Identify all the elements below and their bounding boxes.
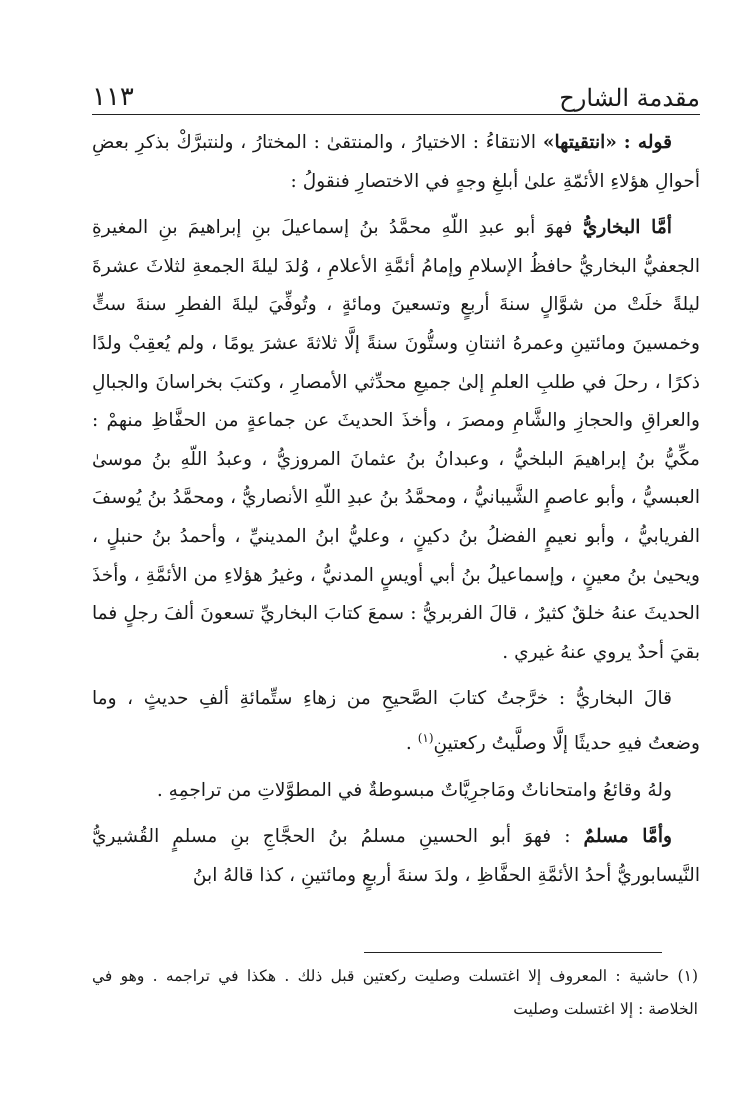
running-title: مقدمة الشارح — [559, 84, 700, 112]
paragraph-bukhari-events — [92, 772, 700, 811]
paragraph-muslim — [92, 818, 700, 895]
paragraph-text: : فهوَ أبو الحسينِ مسلمُ بنُ الحجَّاجِ بنِ مسلمٍ القُشيريُّ النَّيسابوريُّ أحدُ الأئمَّةِ الحفَّاظِ ، ولدَ سنةَ أربعٍ ومائتينِ ، كذا قالهُ ابنُ — [92, 826, 700, 886]
paragraph-end: . — [405, 733, 418, 755]
main-text — [92, 124, 700, 903]
paragraph-text: قالَ البخاريُّ : خرَّجتُ كتابَ الصَّحيحِ من زهاءِ ستِّمائةِ ألفِ حديثٍ ، وما وضعتُ فيهِ حديثًا إلَّا وصلَّيتُ ركعتينِ — [92, 688, 700, 755]
paragraph-text: فهوَ أبو عبدِ اللّهِ محمَّدُ بنُ إسماعيلَ بنِ إبراهيمَ بنِ المغيرةِ الجعفيُّ البخاريُّ حافظُ الإسلامِ وإمامُ أئمَّةِ الأعلامِ ، وُلدَ ليلةَ الجمعةِ لثلاثَ عشرةَ ليلةً خلَتْ من شوَّالٍ سنةَ أربعٍ وتسعينَ ومائةٍ ، وتُوفِّيَ ليلةَ الفطرِ سنةَ ستٍّ وخمسينَ ومائتينِ وعمرهُ اثنتانِ وستُّونَ سنةً إلَّا ثلاثةَ عشرَ يومًا ، ولم يُعقِبْ ولدًا ذكرًا ، رحلَ في طلبِ العلمِ إلىٰ جميعِ محدِّثي الأمصارِ ، وكتبَ بخراسانَ والجبالِ والعراقِ والحجازِ والشَّامِ ومصرَ ، وأخذَ الحديثَ عن جماعةٍ من الحفَّاظِ منهمْ : مكِّيُّ بنُ إبراهيمَ البلخيُّ ، وعبدانُ بنُ عثمانَ المروزيُّ ، وعبدُ اللّهِ بنُ موسىٰ العبسيُّ ، وأبو عاصمٍ الشَّيبانيُّ ، ومحمَّدُ بنُ عبدِ اللّهِ الأنصاريُّ ، ومحمَّدُ بنُ يُوسفَ الفريابيُّ ، وأبو نعيمٍ الفضلُ بنُ دكينٍ ، وعليُّ ابنُ المدينيِّ ، وأحمدُ بنُ حنبلٍ ، ويحيىٰ بنُ معينٍ ، وإسماعيلُ بنُ أبي أويسٍ المدنيُّ ، وغيرُ هؤلاءِ من الأئمَّةِ ، وأخذَ الحديثَ عنهُ خلقٌ كثيرٌ ، قالَ الفربريُّ : سمعَ كتابَ البخاريِّ تسعونَ ألفَ رجلٍ فما بقيَ أحدٌ يروي عنهُ غيري . — [92, 217, 700, 663]
paragraph-intro — [92, 124, 700, 201]
footnote-divider — [364, 952, 662, 953]
paragraph-text: الانتقاءُ : الاختيارُ ، والمنتقىٰ : المختارُ ، ولنتبرَّكْ بذكرِ بعضِ أحوالِ هؤلاءِ الأئمّةِ علىٰ أبلغِ وجهٍ في الاختصارِ فنقولُ : — [92, 132, 700, 192]
page-header — [92, 72, 700, 112]
quote-lead: قوله : — [623, 132, 672, 153]
quoted-term: «انتقيتها» — [542, 132, 617, 153]
paragraph-text: ولهُ وقائعُ وامتحاناتٌ ومَاجرِيَّاتٌ مبسوطةٌ في المطوَّلاتِ من تراجمِهِ . — [156, 779, 672, 801]
header-divider — [92, 114, 700, 115]
paragraph-bukhari-quote — [92, 680, 700, 763]
section-lead-bukhari: أمَّا البخاريُّ — [582, 217, 672, 239]
footnote-reference[interactable]: (١) — [417, 730, 434, 745]
paragraph-bukhari — [92, 209, 700, 672]
section-lead-muslim: وأمَّا مسلمٌ — [583, 826, 672, 848]
footnote: (١) حاشية : المعروف إلا اغتسلت وصليت ركعتين قبل ذلك . هكذا في تراجمه . وهو في الخلاصة : إلا اغتسلت وصليت — [92, 967, 698, 1018]
page-number: ١١٣ — [92, 82, 134, 112]
